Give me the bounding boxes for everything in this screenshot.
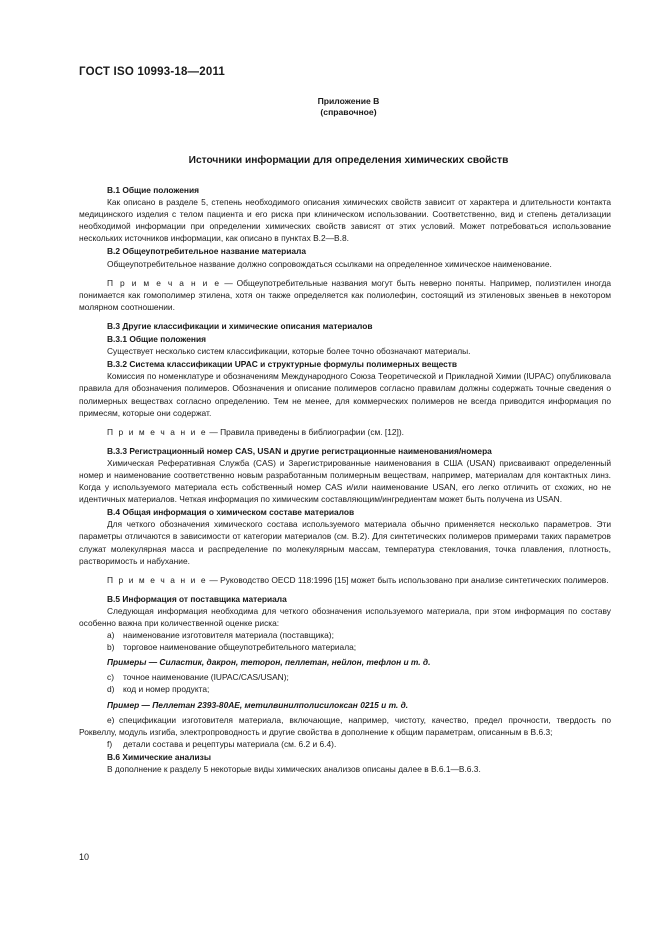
list-item	[79, 629, 611, 641]
list-item-text: наименование изготовителя материала (поставщика);	[123, 630, 334, 641]
list-item	[79, 641, 611, 653]
list-item-text: код и номер продукта;	[123, 684, 210, 695]
list-item-text: торговое наименование общеупотребительного материала;	[123, 642, 357, 653]
list-marker: b)	[107, 642, 115, 653]
annex-label: Приложение В	[317, 96, 380, 106]
list-item	[79, 738, 611, 750]
example-2: Пример — Пеллетан 2393-80АЕ, метилвинилполисилоксан 0215 и т. д.	[107, 699, 409, 710]
section-b4-note	[79, 574, 611, 586]
section-b31-heading: В.3.1 Общие положения	[107, 334, 206, 345]
list-item-text: спецификации изготовителя материала, включающие, например, чистоту, качество, предел прочности, твердость по Роквеллу, модуль изгиба, электропроводность и другие свойства в дополнение к общим параметрам, описанным в В.6.3;	[79, 714, 611, 737]
list-marker: e)	[107, 714, 115, 725]
list-item-text: детали состава и рецептуры материала (см. 6.2 и 6.4).	[123, 738, 337, 749]
annex-title: Источники информации для определения химических свойств	[188, 155, 509, 166]
section-b4-text: Для четкого обозначения химического состава используемого материала обычно применяется несколько параметров. Эти параметры отличаются в зависимости от категории материалов (см. В.2). Для синтетических полимеров примерами таких параметров служат молекулярная масса и распределение по молекулярным массам, температура стеклования, точка плавления, плотность, растворимость и набухание.	[79, 519, 611, 566]
list-item	[79, 714, 611, 738]
note-label: П р и м е ч а н и е	[107, 426, 208, 437]
annex-type: (справочное)	[320, 107, 377, 117]
section-b2-heading: В.2 Общеупотребительное название материала	[107, 246, 307, 257]
note-text: — Общеупотребительные названия могут быть неверно поняты. Например, полиэтилен иногда понимается как гомополимер этилена, хотя он также определяется как полиолефин, состоящий из этиленовых звеньев в некотором молярном соотношении.	[79, 277, 611, 312]
list-marker: a)	[107, 630, 115, 641]
list-item	[79, 683, 611, 695]
list-marker: c)	[107, 672, 114, 683]
section-b4-heading: В.4 Общая информация о химическом составе материалов	[107, 507, 355, 518]
example-1: Примеры — Силастик, дакрон, теторон, пеллетан, нейлон, тефлон и т. д.	[107, 657, 431, 668]
section-b32-heading: В.3.2 Система классификации UPAC и структурные формулы полимерных веществ	[107, 359, 458, 370]
section-b1-text: Как описано в разделе 5, степень необходимого описания химических свойств зависит от характера и длительности контакта медицинского изделия с телом пациента и его риска при клиническом использовании. Соответственно, вид и степень детализации необходимой информации при определении химических свойств зависят от этих условий. Может потребоваться использование нескольких источников информации, как описано в пунктах В.2—В.8.	[79, 197, 611, 244]
section-b32-text: Комиссия по номенклатуре и обозначениям Международного Союза Теоретической и Прикладной Химии (IUPAC) опубликовала правила для обозначения полимеров. Обозначения и описание полимеров согласно правилам должны содержать точные сведения о полимерных веществах согласно определению. Тем не менее, для коммерческих полимеров не всегда приводится информация по примесям, которые они содержат.	[79, 371, 611, 418]
section-b2-text: Общеупотребительное название должно сопровождаться ссылками на определенное химическое наименование.	[107, 258, 552, 269]
list-marker: f)	[107, 738, 113, 749]
note-label: П р и м е ч а н и е	[107, 574, 208, 585]
section-b3-heading: В.3 Другие классификации и химические описания материалов	[107, 320, 373, 331]
section-b5-text: Следующая информация необходима для четкого обозначения используемого материала, при этом информация по составу особенно важна при количественной оценке риска:	[79, 605, 611, 628]
page-number: 10	[79, 852, 90, 862]
annex-block	[0, 96, 661, 118]
section-b6-text: В дополнение к разделу 5 некоторые виды химических анализов описаны далее в В.6.1—В.6.3.	[107, 764, 481, 775]
section-b2-note	[79, 277, 611, 313]
section-b31-text: Существует несколько систем классификации, которые более точно обозначают материалы.	[107, 346, 471, 357]
note-text: — Руководство OECD 118:1996 [15] может быть использовано при анализе синтетических полимеров.	[207, 574, 609, 585]
section-b6-heading: В.6 Химические анализы	[107, 751, 211, 762]
note-text: — Правила приведены в библиографии (см. [12]).	[207, 426, 404, 437]
list-item	[79, 671, 611, 683]
note-label: П р и м е ч а н и е	[107, 277, 221, 288]
document-body	[79, 183, 611, 775]
section-b5-heading: В.5 Информация от поставщика материала	[107, 593, 287, 604]
list-item-text: точное наименование (IUPAC/CAS/USAN);	[123, 672, 289, 683]
section-b1-heading: В.1 Общие положения	[107, 185, 200, 195]
section-b33-heading: В.3.3 Регистрационный номер CAS, USAN и другие регистрационные наименования/номера	[107, 445, 492, 456]
section-b3-note	[79, 426, 611, 438]
standard-header: ГОСТ ISO 10993-18—2011	[79, 66, 226, 78]
section-b33-text: Химическая Реферативная Служба (CAS) и Зарегистрированные наименования в США (USAN) присваивают определенный номер и наименование соответственно новым разработанным полимерным веществам, например, материалам для контактных линз. Когда у используемого материала есть собственный номер CAS и/или наименование USAN, его легко отличить от схожих, но не идентичных материалов. Четкая информация по химическим составляющим/ингредиентам может быть получена из USAN.	[79, 457, 611, 505]
list-marker: d)	[107, 684, 115, 695]
